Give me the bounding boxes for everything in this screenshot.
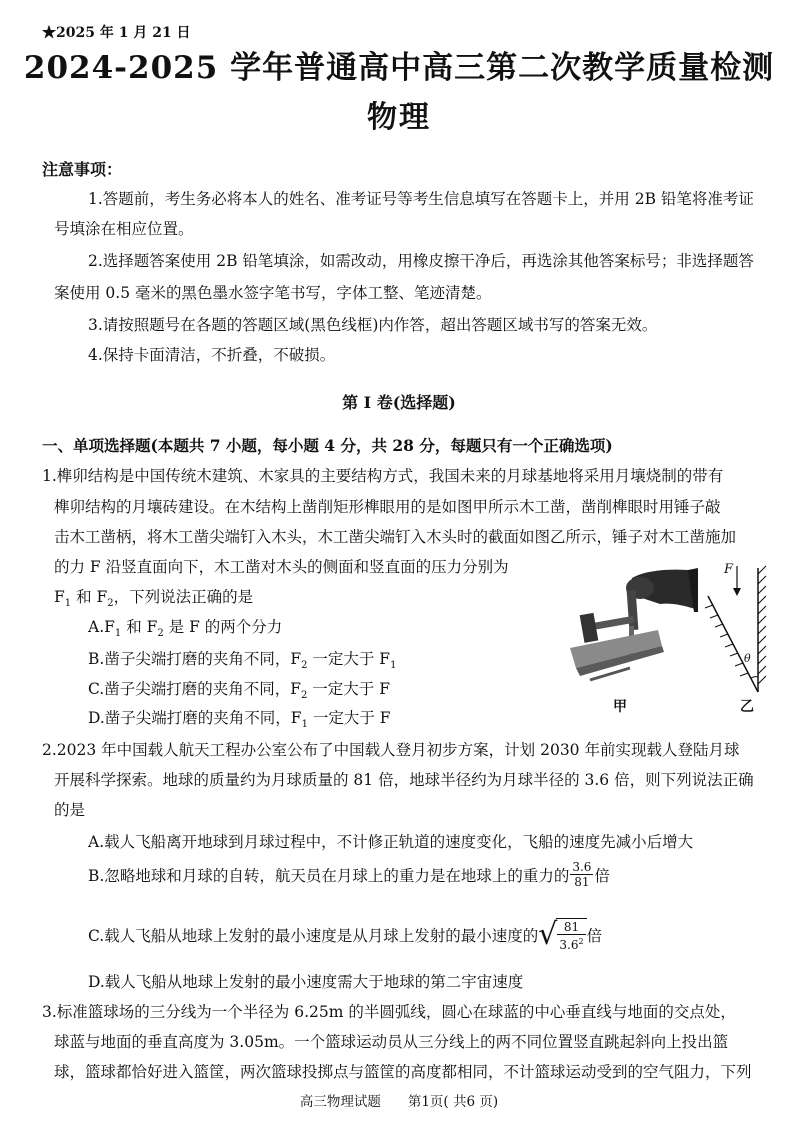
q1-sub: 2 (157, 628, 164, 640)
q1-option-a (88, 615, 282, 639)
fraction-numerator: 81 (557, 920, 585, 935)
q2-text: 倍 (594, 866, 610, 885)
q2-option-c (88, 918, 602, 952)
q2-line: 2.2023 年中国载人航天工程办公室公布了中国载人登月初步方案，计划 2030 年前实现载人登陆月球 (42, 741, 740, 759)
q1-text: 和 F (71, 588, 108, 606)
exam-title: 2024-2025 学年普通高中高三第二次教学质量检测 (23, 50, 775, 86)
q1-line (54, 585, 253, 609)
q1-option-b (88, 647, 396, 671)
part-heading: 一、单项选择题(本题共 7 小题，每小题 4 分，共 28 分，每题只有一个正确选项) (42, 436, 613, 455)
fraction-denominator (557, 935, 585, 952)
den-base: 3.6 (559, 938, 579, 952)
radical-sign-icon: √ (538, 917, 558, 952)
q1-sub: 2 (107, 598, 114, 610)
q1-option-d (88, 706, 391, 730)
figure-theta-label: θ (744, 652, 751, 665)
fraction-numerator: 3.6 (572, 860, 592, 874)
q1-option-c (88, 677, 390, 701)
figure-yi-label: 乙 (740, 698, 754, 714)
square-root (538, 918, 586, 952)
q1-text: ，下列说法正确的是 (113, 588, 254, 606)
exam-date: ★2025 年 1 月 21 日 (42, 25, 191, 41)
figure-jia-label: 甲 (613, 698, 627, 714)
q1-text: 一定大于 F (307, 650, 391, 668)
q1-text: F (54, 588, 65, 606)
fraction (570, 860, 593, 889)
note-line: 案使用 0.5 毫米的黑色墨水签字笔书写，字体工整、笔迹清楚。 (54, 284, 492, 302)
q1-text: B.凿子尖端打磨的夹角不同，F (88, 650, 302, 668)
q1-line: 榫卯结构的月壤砖建设。在木结构上凿削矩形榫眼用的是如图甲所示木工凿，凿削榫眼时用锤子敲 (54, 498, 721, 516)
figure-force-label: F (724, 562, 734, 577)
q1-text: 是 F 的两个分力 (163, 618, 283, 636)
q1-line: 的力 F 沿竖直面向下，木工凿对木头的侧面和竖直面的压力分别为 (54, 558, 509, 576)
fraction (557, 920, 585, 952)
exam-subject: 物理 (367, 100, 431, 135)
den-exponent: 2 (578, 937, 584, 946)
q2-option-a: A.载人飞船离开地球到月球过程中，不计修正轨道的速度变化，飞船的速度先减小后增大 (88, 833, 694, 851)
q1-text: 一定大于 F (307, 709, 391, 727)
figure-jia-chisel-photo (570, 560, 700, 700)
q2-text: 倍 (586, 927, 603, 945)
page-footer: 高三物理试题 第1页( 共6 页) (299, 1094, 499, 1110)
q2-line: 开展科学探索。地球的质量约为月球质量的 81 倍，地球半径约为月球半径的 3.6 倍，则下列说法正确 (54, 771, 754, 789)
q3-line: 球蓝与地面的垂直高度为 3.05m。一个篮球运动员从三分线上的两不同位置竖直跳起斜向上投出篮 (54, 1033, 729, 1051)
q1-text: C.凿子尖端打磨的夹角不同，F (88, 680, 301, 698)
q1-sub: 1 (301, 719, 308, 731)
q1-text: 和 F (121, 618, 158, 636)
q2-text: B.忽略地球和月球的自转，航天员在月球上的重力是在地球上的重力的 (88, 866, 570, 885)
q1-sub: 1 (64, 598, 72, 610)
note-line: 号填涂在相应位置。 (54, 220, 194, 238)
q1-text: A.F (88, 618, 115, 636)
radicand (556, 918, 586, 952)
q1-sub: 2 (301, 690, 308, 702)
q1-sub: 1 (390, 660, 397, 672)
section-title: 第 I 卷(选择题) (342, 393, 456, 412)
q1-text: D.凿子尖端打磨的夹角不同，F (88, 709, 302, 727)
note-line: 1.答题前，考生务必将本人的姓名、准考证号等考生信息填写在答题卡上，并用 2B 铅笔将准考证 (88, 190, 754, 208)
q1-line: 1.榫卯结构是中国传统木建筑、木家具的主要结构方式，我国未来的月球基地将采用月壤烧制的带有 (42, 467, 724, 485)
q2-text: C.载人飞船从地球上发射的最小速度是从月球上发射的最小速度的 (88, 927, 539, 945)
q1-sub: 1 (114, 628, 122, 640)
q2-option-d: D.载人飞船从地球上发射的最小速度需大于地球的第二宇宙速度 (88, 973, 524, 991)
note-line: 2.选择题答案使用 2B 铅笔填涂，如需改动，用橡皮擦干净后，再选涂其他答案标号；非选择题答 (88, 252, 754, 270)
q1-text: 一定大于 F (307, 680, 390, 698)
q1-line: 击木工凿柄，将木工凿尖端钉入木头，木工凿尖端钉入木头时的截面如图乙所示，锤子对木工凿施加 (54, 528, 737, 546)
q3-line: 球，篮球都恰好进入篮筐，两次篮球投掷点与篮筐的高度都相同，不计篮球运动受到的空气阻力，下列 (54, 1063, 752, 1081)
note-line: 4.保持卡面清洁，不折叠，不破损。 (88, 346, 336, 364)
q1-sub: 2 (301, 660, 308, 672)
figure-yi-cross-section (700, 560, 770, 700)
note-line: 3.请按照题号在各题的答题区域(黑色线框)内作答，超出答题区域书写的答案无效。 (88, 316, 658, 334)
q2-line: 的是 (54, 801, 86, 819)
q3-line: 3.标准篮球场的三分线为一个半径为 6.25m 的半圆弧线，圆心在球蓝的中心垂直线与地面的交点处， (42, 1003, 736, 1021)
fraction-denominator: 81 (574, 875, 590, 889)
notes-heading: 注意事项： (42, 160, 123, 179)
q2-option-b (88, 860, 610, 889)
